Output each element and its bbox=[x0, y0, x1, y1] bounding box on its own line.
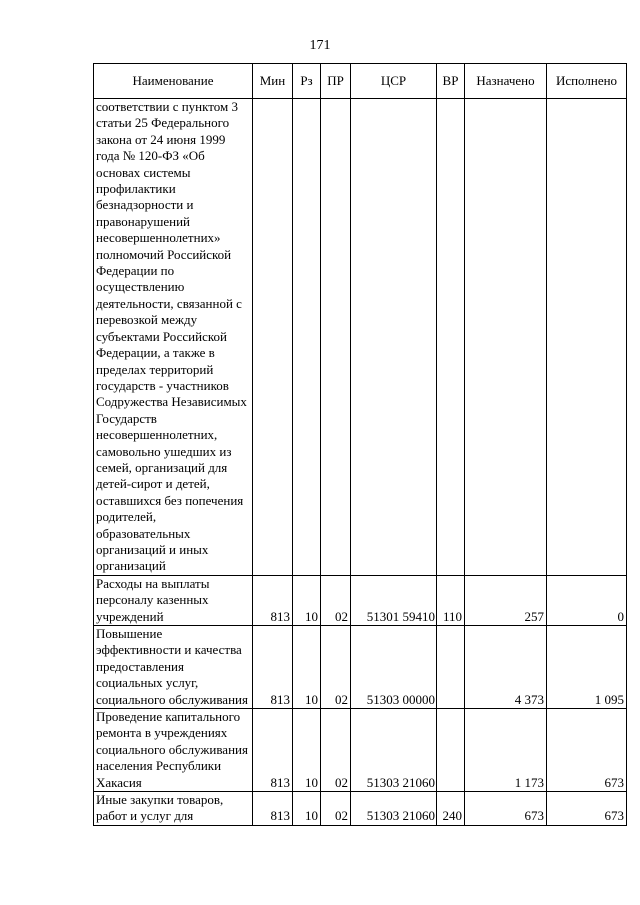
row-name: Расходы на выплаты персоналу казенных учреждений bbox=[94, 575, 253, 625]
row-executed: 673 bbox=[547, 709, 627, 792]
row-csr: 51301 59410 bbox=[351, 575, 437, 625]
row-pr: 02 bbox=[321, 575, 351, 625]
row-rz: 10 bbox=[293, 575, 321, 625]
header-min: Мин bbox=[253, 64, 293, 99]
row-csr: 51303 21060 bbox=[351, 709, 437, 792]
page-number: 171 bbox=[309, 38, 331, 53]
row-vr bbox=[437, 99, 465, 576]
row-csr bbox=[351, 99, 437, 576]
row-executed: 0 bbox=[547, 575, 627, 625]
row-pr: 02 bbox=[321, 792, 351, 826]
row-csr: 51303 00000 bbox=[351, 626, 437, 709]
table-row bbox=[94, 99, 627, 576]
row-assigned: 257 bbox=[465, 575, 547, 625]
table-row bbox=[94, 575, 627, 625]
table-row bbox=[94, 709, 627, 792]
row-name: соответствии с пунктом 3 статьи 25 Федерального закона от 24 июня 1999 года № 120-ФЗ «Об основах системы профилактики безнадзорности и правонарушений несовершеннолетних» полномочий Российской Федерации по осуществлению деятельности, связанной с перевозкой между субъектами Российской Федерации, а также в пределах территорий государств - участников Содружества Независимых Государств несовершеннолетних, самовольно ушедших из семей, организаций для детей-сирот и детей, оставшихся без попечения родителей, образовательных организаций и иных организаций bbox=[94, 99, 253, 576]
row-min: 813 bbox=[253, 626, 293, 709]
row-pr: 02 bbox=[321, 626, 351, 709]
row-min: 813 bbox=[253, 792, 293, 826]
budget-table bbox=[93, 63, 627, 826]
table-row bbox=[94, 792, 627, 826]
row-vr bbox=[437, 709, 465, 792]
header-executed: Исполнено bbox=[547, 64, 627, 99]
table-header-row bbox=[94, 64, 627, 99]
row-rz bbox=[293, 99, 321, 576]
row-name: Повышение эффективности и качества предоставления социальных услуг, социального обслуживания bbox=[94, 626, 253, 709]
row-assigned: 4 373 bbox=[465, 626, 547, 709]
row-assigned: 1 173 bbox=[465, 709, 547, 792]
row-pr bbox=[321, 99, 351, 576]
row-vr: 240 bbox=[437, 792, 465, 826]
row-min: 813 bbox=[253, 709, 293, 792]
header-name: Наименование bbox=[94, 64, 253, 99]
row-csr: 51303 21060 bbox=[351, 792, 437, 826]
row-assigned bbox=[465, 99, 547, 576]
header-assigned: Назначено bbox=[465, 64, 547, 99]
table-row bbox=[94, 626, 627, 709]
header-csr: ЦСР bbox=[351, 64, 437, 99]
row-min: 813 bbox=[253, 575, 293, 625]
header-pr: ПР bbox=[321, 64, 351, 99]
row-executed: 1 095 bbox=[547, 626, 627, 709]
header-rz: Рз bbox=[293, 64, 321, 99]
row-vr: 110 bbox=[437, 575, 465, 625]
row-pr: 02 bbox=[321, 709, 351, 792]
header-vr: ВР bbox=[437, 64, 465, 99]
row-executed bbox=[547, 99, 627, 576]
row-name: Проведение капитального ремонта в учреждениях социального обслуживания населения Республики Хакасия bbox=[94, 709, 253, 792]
row-name: Иные закупки товаров, работ и услуг для bbox=[94, 792, 253, 826]
row-assigned: 673 bbox=[465, 792, 547, 826]
row-rz: 10 bbox=[293, 709, 321, 792]
row-rz: 10 bbox=[293, 626, 321, 709]
row-rz: 10 bbox=[293, 792, 321, 826]
row-vr bbox=[437, 626, 465, 709]
row-executed: 673 bbox=[547, 792, 627, 826]
row-min bbox=[253, 99, 293, 576]
